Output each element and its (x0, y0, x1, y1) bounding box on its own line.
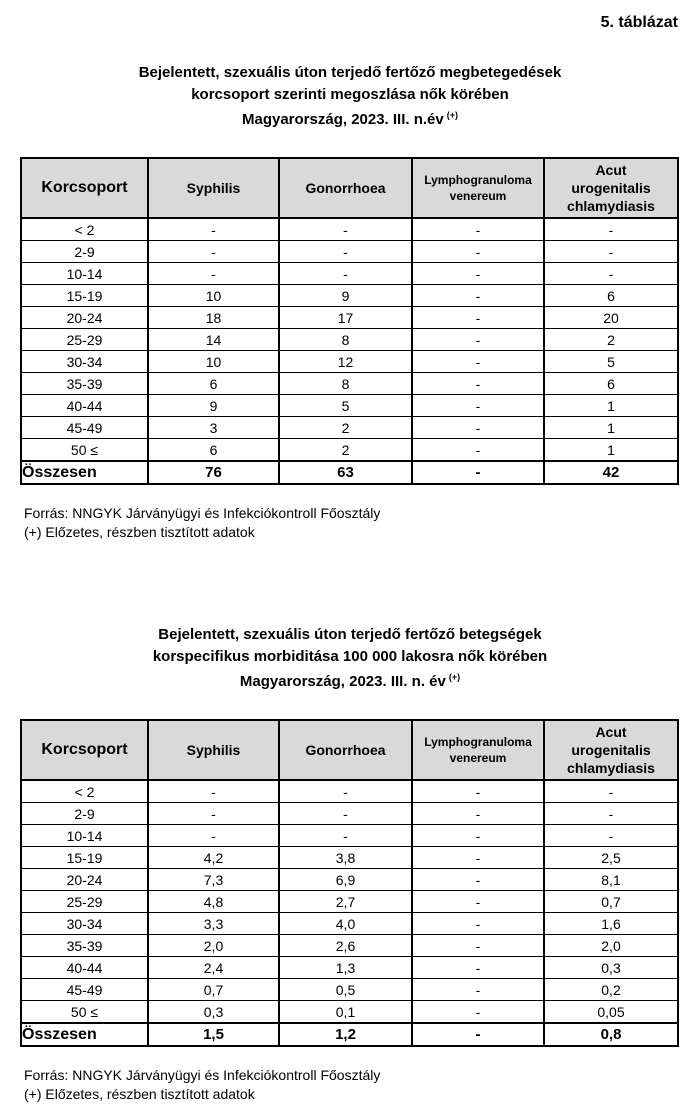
age-group-cell: 35-39 (21, 373, 148, 395)
value-cell: 8 (279, 373, 412, 395)
age-group-cell: 35-39 (21, 935, 148, 957)
col-header-gonorrhoea: Gonorrhoea (279, 720, 412, 780)
value-cell: 9 (279, 285, 412, 307)
table-row (21, 373, 678, 395)
col-header-lymphogranuloma: Lymphogranuloma venereum (412, 720, 544, 780)
value-cell: - (544, 780, 678, 803)
preliminary-note: (+) Előzetes, részben tisztított adatok (24, 1086, 255, 1102)
col-header-gonorrhoea: Gonorrhoea (279, 158, 412, 218)
preliminary-note: (+) Előzetes, részben tisztított adatok (24, 524, 255, 540)
value-cell: 5 (544, 351, 678, 373)
value-cell: 1,6 (544, 913, 678, 935)
col-header-lymphogranuloma: Lymphogranuloma venereum (412, 158, 544, 218)
total-label: Összesen (21, 1023, 148, 1046)
value-cell: - (412, 241, 544, 263)
age-group-cell: 45-49 (21, 979, 148, 1001)
value-cell: 5 (279, 395, 412, 417)
age-group-cell: < 2 (21, 780, 148, 803)
table-row (21, 218, 678, 241)
value-cell: - (412, 935, 544, 957)
table-row (21, 241, 678, 263)
value-cell: 2 (279, 417, 412, 439)
value-cell: - (412, 263, 544, 285)
value-cell: - (412, 417, 544, 439)
table-row (21, 307, 678, 329)
title-line: Magyarország, 2023. III. n.év (+) (241, 110, 458, 128)
value-cell: 0,05 (544, 1001, 678, 1024)
table-row (21, 329, 678, 351)
value-cell: - (412, 218, 544, 241)
value-cell: - (544, 825, 678, 847)
total-cell: 1,2 (279, 1023, 412, 1046)
value-cell: 9 (148, 395, 279, 417)
value-cell: - (279, 780, 412, 803)
value-cell: 2,4 (148, 957, 279, 979)
value-cell: 0,7 (148, 979, 279, 1001)
value-cell: 2,7 (279, 891, 412, 913)
value-cell: 14 (148, 329, 279, 351)
table-1-footnotes (24, 504, 380, 542)
table-2-footnotes (24, 1066, 380, 1104)
table-row (21, 913, 678, 935)
value-cell: 10 (148, 351, 279, 373)
value-cell: 1 (544, 417, 678, 439)
value-cell: - (279, 825, 412, 847)
value-cell: - (412, 913, 544, 935)
value-cell: 0,5 (279, 979, 412, 1001)
table-row (21, 803, 678, 825)
value-cell: - (148, 780, 279, 803)
value-cell: - (412, 329, 544, 351)
value-cell: 2,0 (544, 935, 678, 957)
total-cell: 63 (279, 461, 412, 484)
value-cell: 0,3 (148, 1001, 279, 1024)
value-cell: 0,7 (544, 891, 678, 913)
age-group-cell: 10-14 (21, 825, 148, 847)
value-cell: 0,3 (544, 957, 678, 979)
title-line: korcsoport szerinti megoszlása nők körében (191, 85, 509, 103)
value-cell: 8 (279, 329, 412, 351)
age-group-cell: 50 ≤ (21, 439, 148, 462)
value-cell: 2,0 (148, 935, 279, 957)
value-cell: 18 (148, 307, 279, 329)
total-row (21, 1023, 678, 1046)
source-note: Forrás: NNGYK Járványügyi és Infekciókontroll Főosztály (24, 1067, 381, 1083)
col-header-age-group: Korcsoport (21, 158, 148, 218)
value-cell: - (279, 803, 412, 825)
age-group-cell: 2-9 (21, 241, 148, 263)
value-cell: 1 (544, 439, 678, 462)
value-cell: - (412, 307, 544, 329)
total-cell: 0,8 (544, 1023, 678, 1046)
col-header-chlamydiasis: Acut urogenitalis chlamydiasis (544, 720, 678, 780)
title-line: Bejelentett, szexuális úton terjedő fertőző betegségek (158, 626, 542, 643)
total-label: Összesen (21, 461, 148, 484)
table-1-title (0, 62, 700, 131)
value-cell: 0,1 (279, 1001, 412, 1024)
value-cell: - (412, 373, 544, 395)
title-line: korspecifikus morbiditása 100 000 lakosra nők körében (152, 647, 548, 665)
value-cell: - (148, 803, 279, 825)
value-cell: 3,3 (148, 913, 279, 935)
col-header-age-group: Korcsoport (21, 720, 148, 780)
value-cell: 2,6 (279, 935, 412, 957)
value-cell: 2 (279, 439, 412, 462)
total-row (21, 461, 678, 484)
table-row (21, 935, 678, 957)
value-cell: 8,1 (544, 869, 678, 891)
preliminary-mark: (+) (446, 110, 458, 120)
col-header-syphilis: Syphilis (148, 720, 279, 780)
total-cell: 42 (544, 461, 678, 484)
value-cell: 3,8 (279, 847, 412, 869)
title-line: Magyarország, 2023. III. n. év (+) (239, 672, 461, 690)
table-row (21, 780, 678, 803)
value-cell: - (412, 351, 544, 373)
table-body (21, 780, 678, 1023)
value-cell: - (412, 1001, 544, 1024)
table-row (21, 957, 678, 979)
value-cell: - (544, 241, 678, 263)
value-cell: - (148, 825, 279, 847)
col-header-chlamydiasis: Acut urogenitalis chlamydiasis (544, 158, 678, 218)
age-group-cell: 2-9 (21, 803, 148, 825)
value-cell: 4,0 (279, 913, 412, 935)
value-cell: 4,8 (148, 891, 279, 913)
value-cell: 6,9 (279, 869, 412, 891)
age-group-cell: 30-34 (21, 913, 148, 935)
table-row (21, 439, 678, 462)
value-cell: 6 (148, 439, 279, 462)
col-header-syphilis: Syphilis (148, 158, 279, 218)
value-cell: - (412, 285, 544, 307)
age-group-cell: 20-24 (21, 307, 148, 329)
value-cell: - (148, 218, 279, 241)
value-cell: - (279, 218, 412, 241)
value-cell: - (544, 263, 678, 285)
value-cell: 20 (544, 307, 678, 329)
age-group-cell: 45-49 (21, 417, 148, 439)
total-cell: 1,5 (148, 1023, 279, 1046)
value-cell: - (279, 263, 412, 285)
age-group-cell: 40-44 (21, 957, 148, 979)
age-group-cell: 10-14 (21, 263, 148, 285)
value-cell: - (412, 825, 544, 847)
value-cell: - (412, 869, 544, 891)
value-cell: - (412, 847, 544, 869)
value-cell: 7,3 (148, 869, 279, 891)
total-cell: - (412, 461, 544, 484)
value-cell: 6 (148, 373, 279, 395)
value-cell: 2,5 (544, 847, 678, 869)
age-group-cell: 40-44 (21, 395, 148, 417)
cases-table (20, 157, 679, 485)
table-body (21, 218, 678, 461)
value-cell: 6 (544, 285, 678, 307)
value-cell: 1 (544, 395, 678, 417)
header-row (21, 720, 678, 780)
value-cell: - (412, 780, 544, 803)
table-row (21, 395, 678, 417)
value-cell: - (412, 803, 544, 825)
age-group-cell: 15-19 (21, 847, 148, 869)
table-row (21, 285, 678, 307)
morbidity-table (20, 719, 679, 1047)
value-cell: 1,3 (279, 957, 412, 979)
age-group-cell: 20-24 (21, 869, 148, 891)
title-line: Bejelentett, szexuális úton terjedő fertőző megbetegedések (138, 64, 562, 81)
table-row (21, 825, 678, 847)
value-cell: - (544, 218, 678, 241)
table-row (21, 869, 678, 891)
value-cell: 2 (544, 329, 678, 351)
table-number-label: 5. táblázat (600, 14, 678, 31)
table-2-title (0, 624, 700, 693)
age-group-cell: 25-29 (21, 891, 148, 913)
age-group-cell: 15-19 (21, 285, 148, 307)
age-group-cell: 25-29 (21, 329, 148, 351)
value-cell: - (412, 395, 544, 417)
header-row (21, 158, 678, 218)
value-cell: 6 (544, 373, 678, 395)
value-cell: - (148, 263, 279, 285)
table-row (21, 263, 678, 285)
value-cell: - (544, 803, 678, 825)
preliminary-mark: (+) (448, 672, 461, 682)
total-cell: 76 (148, 461, 279, 484)
value-cell: - (412, 957, 544, 979)
total-cell: - (412, 1023, 544, 1046)
value-cell: 0,2 (544, 979, 678, 1001)
age-group-cell: < 2 (21, 218, 148, 241)
table-row (21, 1001, 678, 1024)
value-cell: - (412, 439, 544, 462)
table-row (21, 979, 678, 1001)
value-cell: - (148, 241, 279, 263)
value-cell: - (412, 979, 544, 1001)
table-row (21, 417, 678, 439)
value-cell: 17 (279, 307, 412, 329)
value-cell: 10 (148, 285, 279, 307)
source-note: Forrás: NNGYK Járványügyi és Infekciókontroll Főosztály (24, 505, 381, 521)
value-cell: - (279, 241, 412, 263)
table-row (21, 891, 678, 913)
age-group-cell: 30-34 (21, 351, 148, 373)
table-row (21, 847, 678, 869)
value-cell: - (412, 891, 544, 913)
value-cell: 3 (148, 417, 279, 439)
table-row (21, 351, 678, 373)
value-cell: 4,2 (148, 847, 279, 869)
age-group-cell: 50 ≤ (21, 1001, 148, 1024)
value-cell: 12 (279, 351, 412, 373)
